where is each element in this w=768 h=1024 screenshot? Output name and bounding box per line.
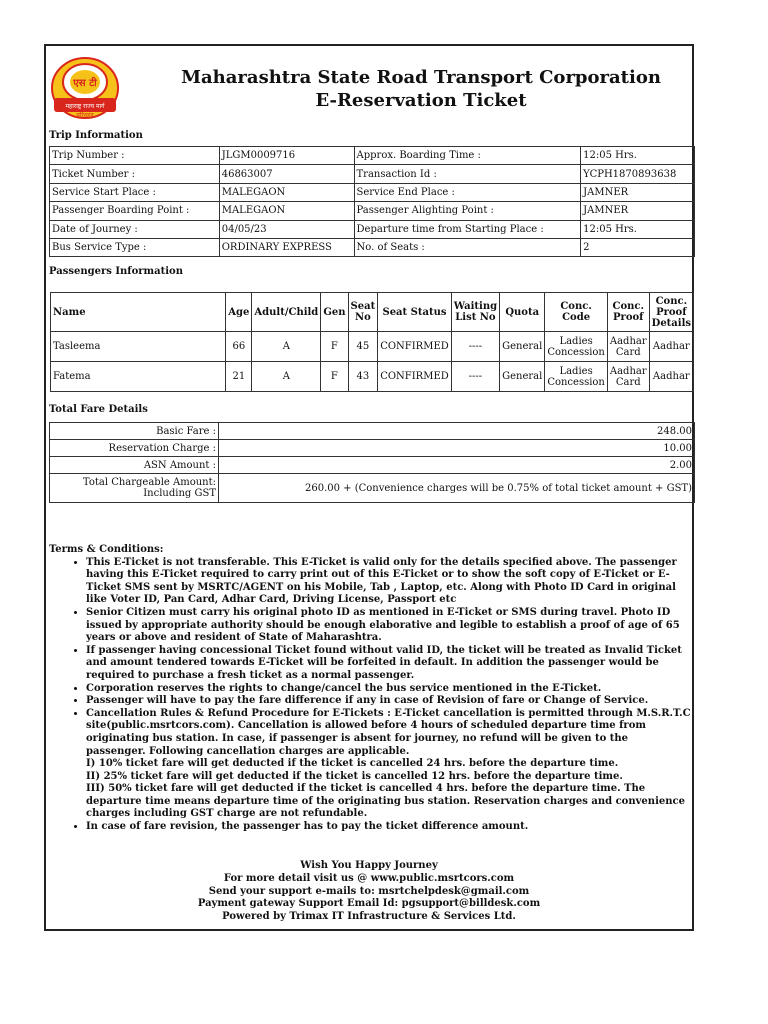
passenger-row: [51, 362, 694, 392]
cancellation-rules-item: [86, 708, 691, 821]
trip-row: [50, 147, 695, 165]
passenger-column-header: Seat No: [348, 293, 378, 332]
cancellation-rule: II) 25% ticket fare will get deducted if the ticket is cancelled 12 hrs. before the departure time.: [86, 770, 623, 782]
logo-text-ring: महाराष्ट्र राज्य मार्ग: [65, 103, 105, 110]
passenger-row: [51, 332, 694, 362]
terms-item: • This E-Ticket is not transferable. This E-Ticket is valid only for the details specified above. The passenger having this E-Ticket required to carry print out of this E-Ticket or to show the soft copy of E-Ticket or E-Ticket SMS sent by MSRTC/AGENT on his Mobile, Tab , Laptop, etc. Along with Photo ID Card in original like Voter ID, Pan Card, Adhar Card, Driving License, Passport etc: [86, 557, 691, 607]
fare-value: 2.00: [219, 457, 695, 474]
trip-value: 46863007: [219, 165, 354, 183]
trip-label: Trip Number :: [50, 147, 220, 165]
fare-row: [50, 423, 695, 440]
trip-row: [50, 238, 695, 256]
cancellation-rule: III) 50% ticket fare will get deducted if the ticket is cancelled 4 hrs. before the departure time. The departure time means departure time of the originating bus station. Reservation charges and convenience charges including GST charge are not refundable.: [86, 783, 685, 820]
passenger-column-header: Adult/Child: [252, 293, 321, 332]
fare-label: Total Chargeable Amount: Including GST: [50, 474, 219, 503]
trip-value: MALEGAON: [219, 202, 354, 220]
cancellation-intro: • Cancellation Rules & Refund Procedure for E-Tickets : E-Ticket cancellation is permitted through M.S.R.T.C site(public.msrtcors.com). Cancellation is allowed before 4 hours of scheduled departure time from originating bus station. In case, if passenger is absent for journey, no refund will be given to the passenger. Following cancellation charges are applicable.: [86, 707, 691, 757]
corporation-name: Maharashtra State Road Transport Corporation: [181, 67, 661, 88]
trip-value: 12:05 Hrs.: [581, 147, 695, 165]
passenger-column-header: Waiting List No: [451, 293, 499, 332]
trip-label: Service Start Place :: [50, 183, 220, 201]
passenger-cell: Aadhar: [649, 332, 693, 362]
trip-label: Transaction Id :: [354, 165, 581, 183]
ticket-title: [156, 66, 686, 112]
passenger-cell: Aadhar: [649, 362, 693, 392]
trip-label: Service End Place :: [354, 183, 581, 201]
trip-value: JAMNER: [581, 202, 695, 220]
terms-item: • Passenger will have to pay the fare difference if any in case of Revision of fare or Change of Service.: [86, 695, 691, 708]
passenger-cell: Ladies Concession: [545, 362, 608, 392]
passenger-column-header: Conc. Code: [545, 293, 608, 332]
fare-label: Basic Fare :: [50, 423, 219, 440]
trip-label: Date of Journey :: [50, 220, 220, 238]
fare-value: 248.00: [219, 423, 695, 440]
passenger-cell: 21: [226, 362, 252, 392]
passenger-cell: 43: [348, 362, 378, 392]
fare-row: [50, 474, 695, 503]
passenger-cell: Tasleema: [51, 332, 226, 362]
trip-section-label: Trip Information: [49, 130, 143, 141]
trip-value: YCPH1870893638: [581, 165, 695, 183]
passenger-cell: General: [500, 332, 545, 362]
passenger-cell: F: [321, 332, 348, 362]
fare-value: 260.00 + (Convenience charges will be 0.75% of total ticket amount + GST): [219, 474, 695, 503]
terms-item: • Corporation reserves the rights to change/cancel the bus service mentioned in the E-Ticket.: [86, 683, 691, 696]
fare-section-label: Total Fare Details: [49, 404, 148, 415]
passenger-column-header: Gen: [321, 293, 348, 332]
trip-row: [50, 165, 695, 183]
footer-line: Powered by Trimax IT Infrastructure & Services Ltd.: [222, 911, 516, 923]
passenger-cell: Aadhar Card: [607, 332, 649, 362]
passenger-cell: A: [252, 332, 321, 362]
passenger-column-header: Age: [226, 293, 252, 332]
terms-item: • In case of fare revision, the passenger has to pay the ticket difference amount.: [86, 821, 691, 834]
trip-row: [50, 183, 695, 201]
trip-label: Approx. Boarding Time :: [354, 147, 581, 165]
logo-text-top: एस टी: [73, 78, 97, 89]
trip-row: [50, 202, 695, 220]
passenger-cell: Fatema: [51, 362, 226, 392]
trip-label: Bus Service Type :: [50, 238, 220, 256]
passengers-table: [50, 292, 694, 392]
footer-line: Wish You Happy Journey: [300, 860, 438, 871]
footer: [46, 860, 692, 924]
passenger-cell: ----: [451, 362, 499, 392]
fare-details-table: [49, 422, 695, 503]
fare-label: ASN Amount :: [50, 457, 219, 474]
passenger-cell: General: [500, 362, 545, 392]
trip-value: 04/05/23: [219, 220, 354, 238]
fare-row: [50, 440, 695, 457]
trip-information-table: [49, 146, 695, 257]
passenger-column-header: Quota: [500, 293, 545, 332]
passenger-cell: CONFIRMED: [378, 362, 452, 392]
trip-label: No. of Seats :: [354, 238, 581, 256]
terms-list: [49, 557, 691, 834]
msrtc-logo-icon: [50, 56, 120, 120]
footer-line: Send your support e-mails to: msrtchelpdesk@gmail.com: [208, 885, 530, 897]
trip-row: [50, 220, 695, 238]
passengers-section-label: Passengers Information: [49, 266, 183, 277]
passenger-cell: Ladies Concession: [545, 332, 608, 362]
passenger-cell: Aadhar Card: [607, 362, 649, 392]
fare-row: [50, 457, 695, 474]
ticket-frame: [44, 44, 694, 931]
terms-and-conditions: [49, 544, 691, 834]
trip-value: ORDINARY EXPRESS: [219, 238, 354, 256]
passenger-cell: ----: [451, 332, 499, 362]
trip-label: Passenger Alighting Point :: [354, 202, 581, 220]
fare-label: Reservation Charge :: [50, 440, 219, 457]
trip-label: Passenger Boarding Point :: [50, 202, 220, 220]
passenger-cell: 66: [226, 332, 252, 362]
cancellation-rule: I) 10% ticket fare will get deducted if the ticket is cancelled 24 hrs. before the departure time.: [86, 758, 619, 770]
passenger-column-header: Name: [51, 293, 226, 332]
trip-label: Ticket Number :: [50, 165, 220, 183]
passenger-cell: 45: [348, 332, 378, 362]
passenger-cell: F: [321, 362, 348, 392]
trip-label: Departure time from Starting Place :: [354, 220, 581, 238]
trip-value: MALEGAON: [219, 183, 354, 201]
trip-value: JLGM0009716: [219, 147, 354, 165]
trip-value: 2: [581, 238, 695, 256]
fare-value: 10.00: [219, 440, 695, 457]
ticket-subtitle: E-Reservation Ticket: [315, 90, 527, 111]
passenger-column-header: Conc. Proof: [607, 293, 649, 332]
trip-value: JAMNER: [581, 183, 695, 201]
passenger-cell: CONFIRMED: [378, 332, 452, 362]
passenger-column-header: Seat Status: [378, 293, 452, 332]
terms-item: • Senior Citizen must carry his original photo ID as mentioned in E-Ticket or SMS during travel. Photo ID issued by appropriate authority should be enough elaborative and legible to establish a proof of age of 65 years or above and resident of State of Maharashtra.: [86, 607, 691, 645]
footer-line: For more detail visit us @ www.public.msrtcors.com: [223, 872, 515, 884]
passenger-column-header: Conc. Proof Details: [649, 293, 693, 332]
passenger-cell: A: [252, 362, 321, 392]
terms-heading: Terms & Conditions:: [49, 544, 164, 555]
trip-value: 12:05 Hrs.: [581, 220, 695, 238]
logo-text-bottom: परिवहन: [76, 112, 94, 119]
terms-item: • If passenger having concessional Ticket found without valid ID, the ticket will be treated as Invalid Ticket and amount tendered towards E-Ticket will be forfeited in default. In addition the passenger would be required to purchase a fresh ticket as a normal passenger.: [86, 645, 691, 683]
footer-line: Payment gateway Support Email Id: pgsupport@billdesk.com: [197, 898, 541, 910]
